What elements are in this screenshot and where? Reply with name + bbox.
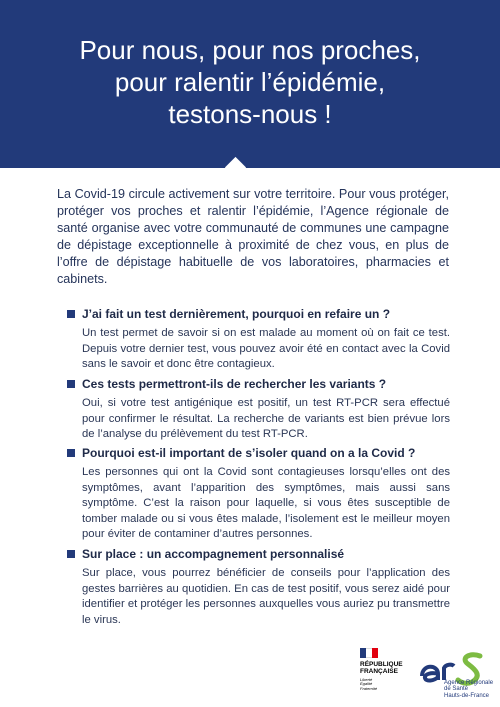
faq-question: J’ai fait un test dernièrement, pourquoi en refaire un ? xyxy=(66,306,450,322)
faq-section-2 xyxy=(82,376,450,443)
ars-subtitle: Agence Régionale de Santé Hauts-de-France xyxy=(444,680,494,699)
faq-section-1 xyxy=(82,306,450,373)
faq-section-3 xyxy=(82,445,450,543)
faq-question: Pourquoi est-il important de s’isoler quand on a la Covid ? xyxy=(66,445,450,461)
faq-answer: Oui, si votre test antigénique est positif, un test RT-PCR sera effectué pour confirmer le résultat. La recherche de variants est bien prévue lors de l’analyse du prélèvement du test RT-PCR. xyxy=(82,397,450,440)
square-bullet-icon xyxy=(67,550,75,558)
page-title: Pour nous, pour nos proches, pour ralentir l’épidémie, testons-nous ! xyxy=(79,35,421,129)
square-bullet-icon xyxy=(67,449,75,457)
square-bullet-icon xyxy=(67,380,75,388)
republique-label: RÉPUBLIQUE FRANÇAISE xyxy=(360,661,403,676)
republique-motto: Liberté Égalité Fraternité xyxy=(360,676,378,691)
intro-paragraph: La Covid-19 circule activement sur votre territoire. Pour vous protéger, protéger vos proches et ralentir l’épidémie, l’Agence régionale de santé organise avec votre communauté de communes une campagne de dépistage exceptionnelle à proximité de chez vous, en plus de l’offre de dépistage habituelle de vos laboratoires, pharmacies et cabinets. xyxy=(57,187,449,286)
faq-answer: Les personnes qui ont la Covid sont contagieuses lorsqu’elles ont des symptômes, avant l’apparition des symptômes, mais aussi sans symptôme. C’est la raison pour laquelle, si vous êtes susceptible de tomber malade ou si vous êtes malade, l’isolement est le meilleur moyen pour éviter de contaminer d’autres personnes. xyxy=(82,466,450,540)
faq-section-4 xyxy=(82,546,450,628)
header-banner xyxy=(0,0,500,168)
faq-answer: Sur place, vous pourrez bénéficier de conseils pour l’application des gestes barrières au quotidien. En cas de test positif, vous serez aidé pour identifier et protéger les personnes auxquelles vous auriez pu transmettre le virus. xyxy=(82,567,450,626)
faq-answer: Un test permet de savoir si on est malade au moment où on fait ce test. Depuis votre dernier test, vous pouvez avoir été en contact avec la Covid sans le savoir et donc être contagieux. xyxy=(82,327,450,370)
ars-logo xyxy=(420,650,494,699)
french-flag-icon xyxy=(360,648,378,658)
faq-question: Ces tests permettront-ils de rechercher les variants ? xyxy=(66,376,450,392)
square-bullet-icon xyxy=(67,310,75,318)
faq-question: Sur place : un accompagnement personnalisé xyxy=(66,546,450,562)
republique-francaise-logo xyxy=(360,648,412,692)
